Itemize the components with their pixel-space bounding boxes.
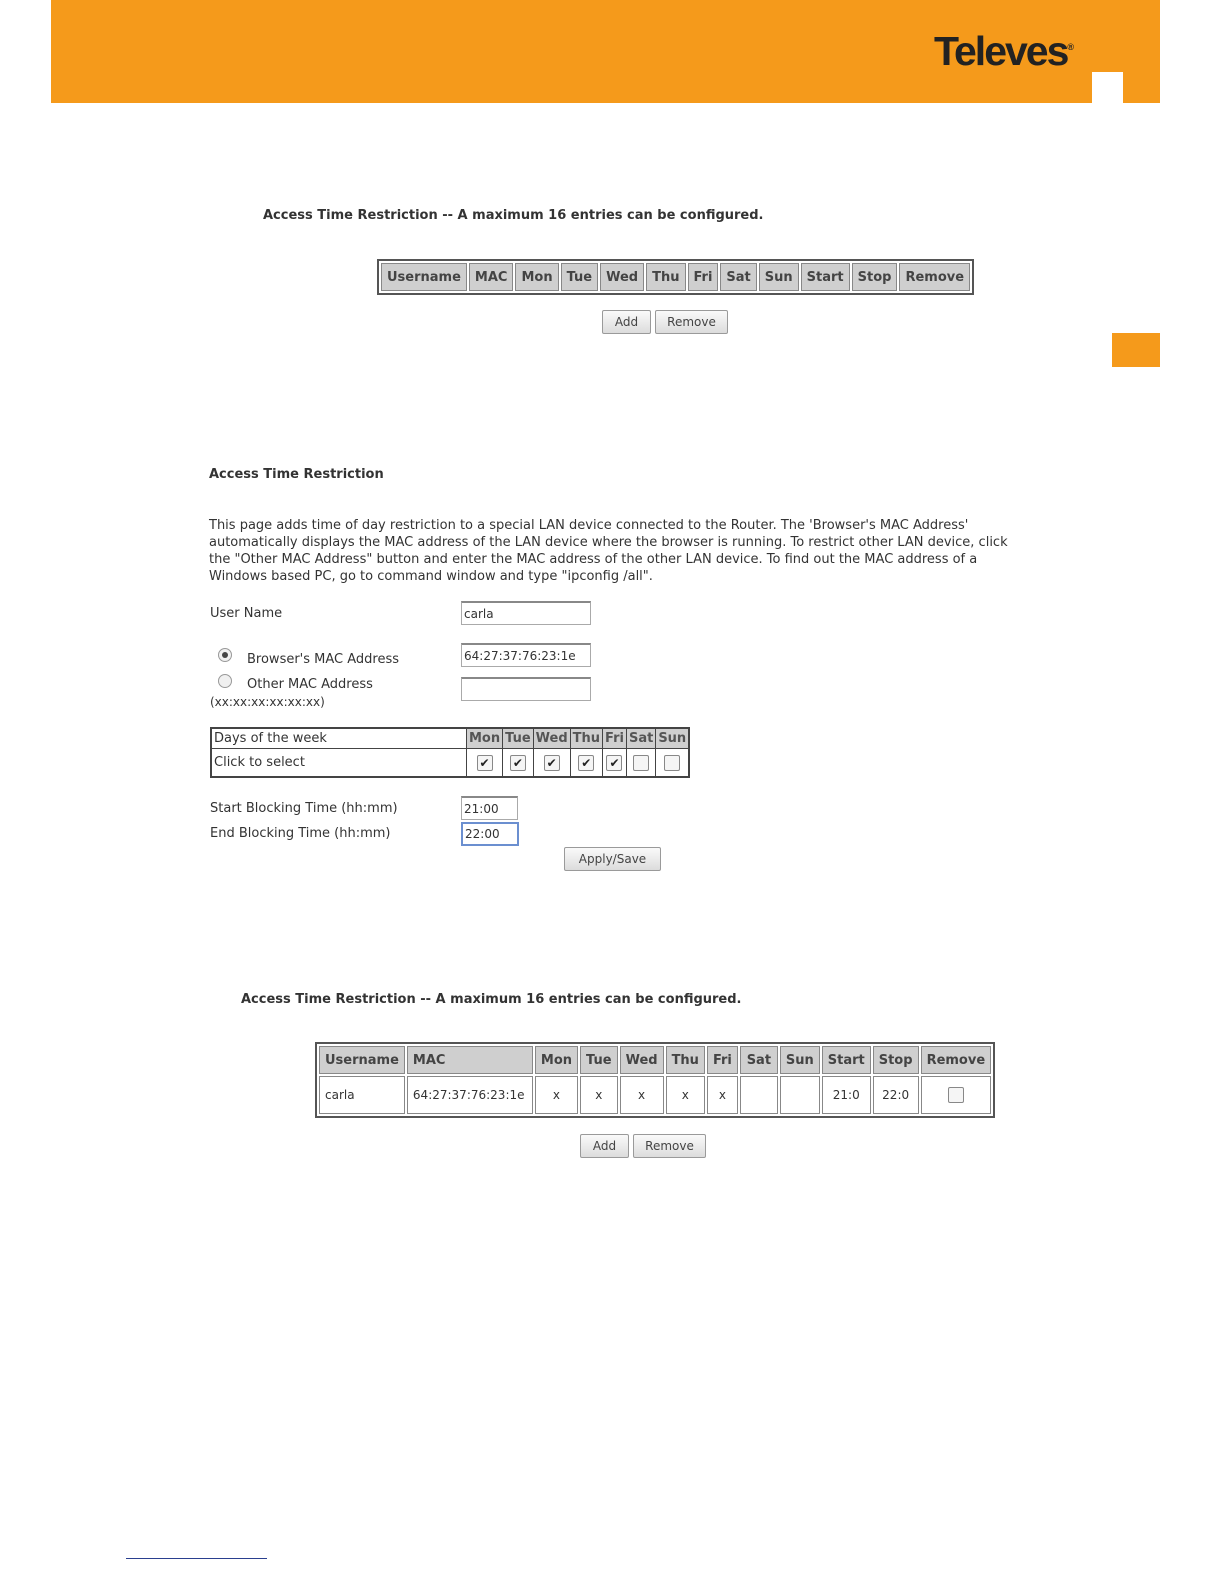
cell-sat [740, 1076, 778, 1114]
col-start: Start [822, 1046, 871, 1074]
restriction-table [315, 1042, 995, 1118]
day-fri: Fri [603, 728, 627, 749]
col-mac: MAC [469, 263, 514, 291]
col-remove: Remove [921, 1046, 992, 1074]
col-mon: Mon [515, 263, 558, 291]
col-thu: Thu [666, 1046, 705, 1074]
browser-mac-input[interactable] [461, 643, 591, 667]
user-name-label: User Name [210, 606, 283, 621]
day-tue: Tue [503, 728, 534, 749]
apply-save-button[interactable]: Apply/Save [564, 847, 661, 871]
col-sat: Sat [720, 263, 756, 291]
restriction-table-empty [377, 259, 974, 295]
remove-button[interactable]: Remove [655, 310, 728, 334]
col-stop: Stop [873, 1046, 919, 1074]
add-button[interactable]: Add [602, 310, 651, 334]
col-start: Start [801, 263, 850, 291]
remove-button-2[interactable]: Remove [633, 1134, 706, 1158]
cell-stop: 22:0 [873, 1076, 919, 1114]
cell-sun [780, 1076, 820, 1114]
col-fri: Fri [707, 1046, 738, 1074]
footnote-divider [126, 1558, 267, 1559]
checkbox-sat[interactable] [633, 755, 649, 771]
days-label: Days of the week [211, 728, 467, 749]
day-sun: Sun [656, 728, 689, 749]
col-mac: MAC [407, 1046, 533, 1074]
other-mac-label: Other MAC Address [247, 677, 373, 692]
day-mon: Mon [467, 728, 503, 749]
cell-thu: x [666, 1076, 705, 1114]
cell-mac: 64:27:37:76:23:1e [407, 1076, 533, 1114]
checkbox-fri[interactable]: ✔ [606, 755, 622, 771]
cell-fri: x [707, 1076, 738, 1114]
col-sun: Sun [780, 1046, 820, 1074]
televes-logo: Televes® [934, 28, 1075, 74]
col-tue: Tue [580, 1046, 618, 1074]
checkbox-sun[interactable] [664, 755, 680, 771]
cell-start: 21:0 [822, 1076, 871, 1114]
cell-tue: x [580, 1076, 618, 1114]
col-sun: Sun [759, 263, 799, 291]
other-mac-radio[interactable] [218, 674, 232, 688]
days-of-week-table [210, 727, 690, 778]
day-thu: Thu [570, 728, 602, 749]
col-stop: Stop [852, 263, 898, 291]
section2-title: Access Time Restriction -- A maximum 16 entries can be configured. [241, 992, 742, 1007]
col-username: Username [319, 1046, 405, 1074]
day-wed: Wed [533, 728, 570, 749]
section1-title: Access Time Restriction -- A maximum 16 entries can be configured. [263, 208, 764, 223]
table-row [319, 1076, 991, 1114]
col-thu: Thu [646, 263, 685, 291]
click-to-select-label: Click to select [211, 749, 467, 778]
add-button-2[interactable]: Add [580, 1134, 629, 1158]
checkbox-tue[interactable]: ✔ [510, 755, 526, 771]
browser-mac-radio[interactable] [218, 648, 232, 662]
side-tab-marker [1112, 333, 1160, 367]
col-remove: Remove [899, 263, 970, 291]
cell-username: carla [319, 1076, 405, 1114]
col-fri: Fri [688, 263, 719, 291]
col-wed: Wed [620, 1046, 664, 1074]
start-time-label: Start Blocking Time (hh:mm) [210, 801, 398, 816]
form-description: This page adds time of day restriction to a special LAN device connected to the Router. The 'Browser's MAC Address' automatically displays the MAC address of the LAN device where the browser is running. To restrict other LAN device, click the "Other MAC Address" button and enter the MAC address of the other LAN device. To find out the MAC address of a Windows based PC, go to command window and type "ipconfig /all". [209, 518, 1008, 584]
col-username: Username [381, 263, 467, 291]
checkbox-wed[interactable]: ✔ [544, 755, 560, 771]
other-mac-input[interactable] [461, 677, 591, 701]
cell-wed: x [620, 1076, 664, 1114]
checkbox-thu[interactable]: ✔ [578, 755, 594, 771]
header-band [51, 0, 1160, 103]
start-time-input[interactable] [461, 796, 518, 820]
col-wed: Wed [600, 263, 644, 291]
col-mon: Mon [535, 1046, 578, 1074]
checkbox-mon[interactable]: ✔ [477, 755, 493, 771]
row-remove-checkbox[interactable] [948, 1087, 964, 1103]
end-time-input[interactable] [461, 822, 519, 846]
col-sat: Sat [740, 1046, 778, 1074]
day-sat: Sat [626, 728, 655, 749]
user-name-input[interactable] [461, 601, 591, 625]
browser-mac-label: Browser's MAC Address [247, 652, 400, 667]
header-notch [1092, 72, 1123, 103]
col-tue: Tue [561, 263, 599, 291]
form-title: Access Time Restriction [209, 467, 384, 482]
other-mac-format: (xx:xx:xx:xx:xx:xx) [210, 695, 325, 709]
cell-mon: x [535, 1076, 578, 1114]
end-time-label: End Blocking Time (hh:mm) [210, 826, 391, 841]
